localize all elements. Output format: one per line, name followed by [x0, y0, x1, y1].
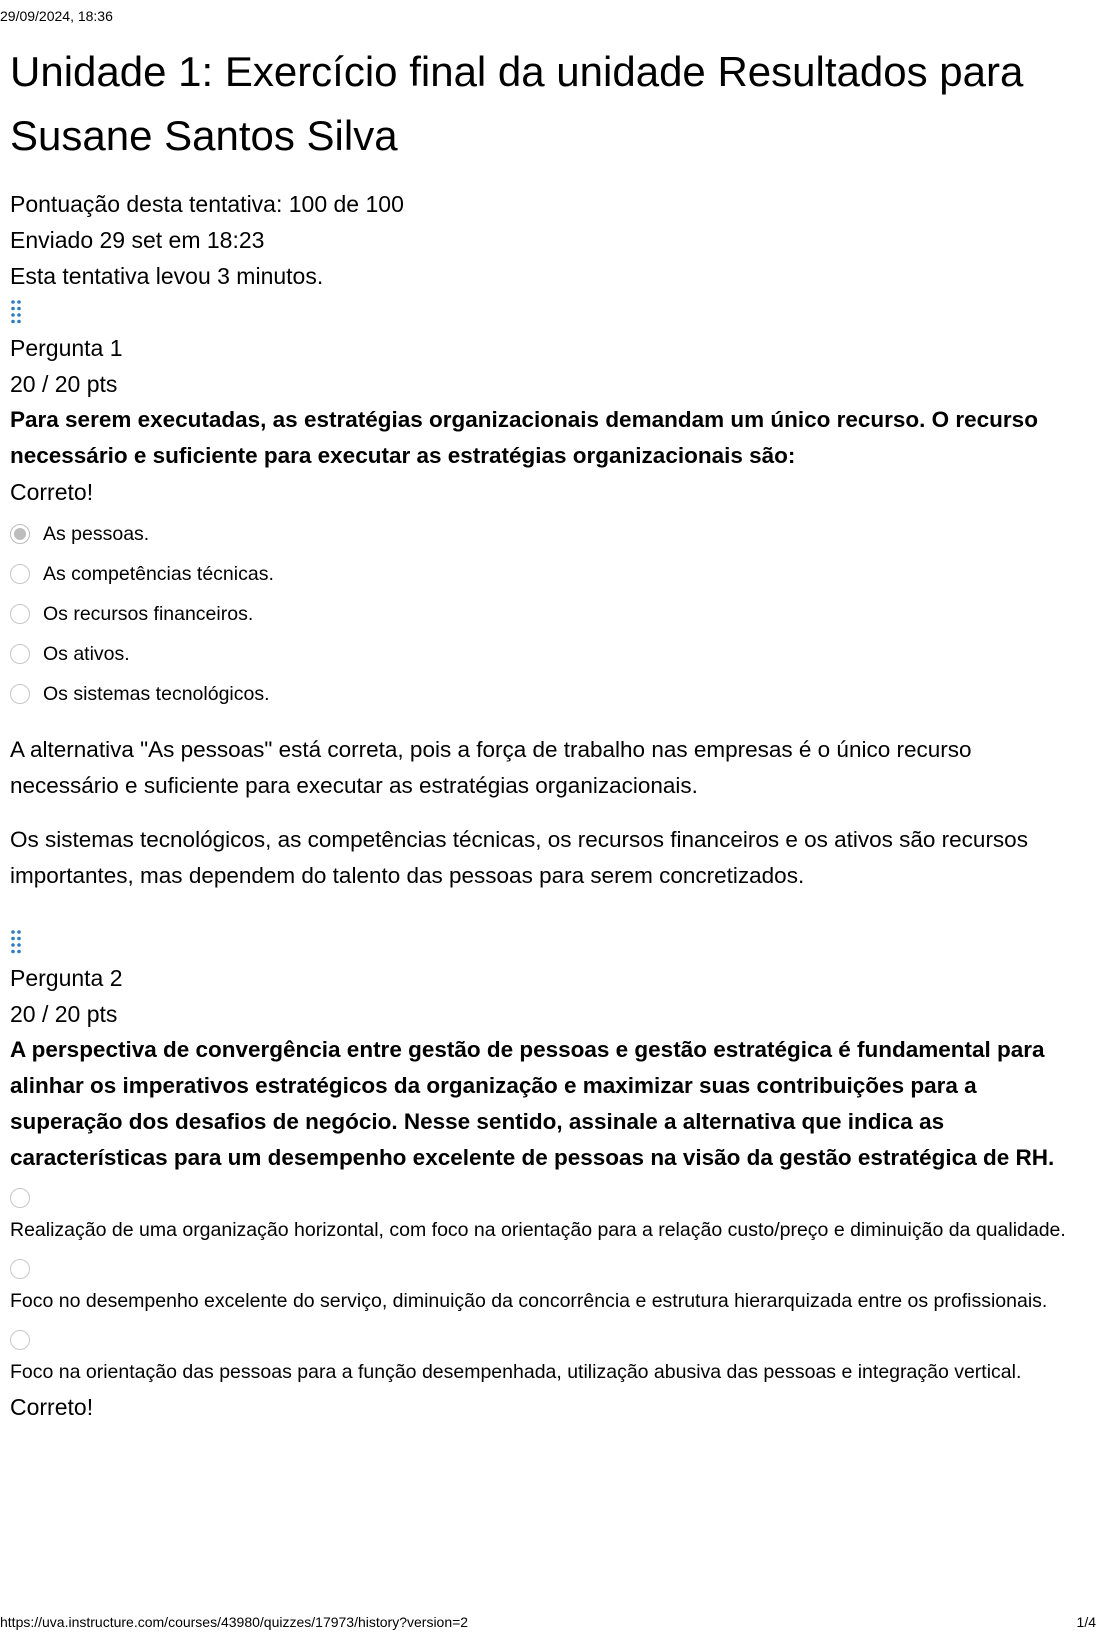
- radio-icon[interactable]: [10, 1330, 30, 1350]
- quiz-title: Unidade 1: Exercício final da unidade Resultados para Susane Santos Silva: [10, 48, 1024, 159]
- answer-option[interactable]: [10, 674, 1086, 714]
- radio-icon[interactable]: [10, 644, 30, 664]
- answer-option-label: Foco no desempenho excelente do serviço, diminuição da concorrência e estrutura hierarquizada entre os profissionais.: [10, 1290, 1048, 1312]
- answer-option-label: Os sistemas tecnológicos.: [43, 682, 270, 705]
- question-text: Para serem executadas, as estratégias organizacionais demandam um único recurso. O recurso necessário e suficiente para executar as estratégias organizacionais são:: [10, 407, 1038, 468]
- answer-option-label: Foco na orientação das pessoas para a função desempenhada, utilização abusiva das pessoas e integração vertical.: [10, 1361, 1022, 1383]
- question-label: Pergunta 1: [10, 335, 123, 361]
- answer-option[interactable]: [10, 634, 1086, 674]
- question-1: [10, 294, 1086, 894]
- answer-option-label: Os recursos financeiros.: [43, 602, 254, 625]
- correct-feedback: Correto!: [10, 479, 94, 505]
- question-text: A perspectiva de convergência entre gestão de pessoas e gestão estratégica é fundamental para alinhar os imperativos estratégicos da organização e maximizar suas contribuições para a superação dos desafios de negócio. Nesse sentido, assinale a alternativa que indica as características para um desempenho excelente de pessoas na visão da gestão estratégica de RH.: [10, 1037, 1055, 1170]
- radio-icon[interactable]: [10, 604, 30, 624]
- answer-option[interactable]: [10, 1253, 1086, 1318]
- question-points: 20 / 20 pts: [10, 1001, 118, 1027]
- duration-line: Esta tentativa levou 3 minutos.: [10, 263, 324, 289]
- print-footer-url: https://uva.instructure.com/courses/43980/quizzes/17973/history?version=2: [0, 1614, 469, 1630]
- correct-feedback: Correto!: [10, 1394, 94, 1420]
- answer-option[interactable]: [10, 1324, 1086, 1389]
- question-2: [10, 924, 1086, 1425]
- radio-icon[interactable]: [10, 684, 30, 704]
- question-points: 20 / 20 pts: [10, 371, 118, 397]
- answer-option-label: Os ativos.: [43, 642, 130, 665]
- quiz-content: [10, 40, 1086, 1425]
- answer-explanation: A alternativa "As pessoas" está correta, pois a força de trabalho nas empresas é o único recurso necessário e suficiente para executar as estratégias organizacionais.: [10, 737, 972, 798]
- answer-option[interactable]: [10, 594, 1086, 634]
- radio-selected-icon[interactable]: [10, 524, 30, 544]
- answer-option[interactable]: [10, 1182, 1086, 1247]
- score-line: Pontuação desta tentativa: 100 de 100: [10, 191, 404, 217]
- question-label: Pergunta 2: [10, 965, 123, 991]
- answer-option-label: As pessoas.: [43, 522, 150, 545]
- answer-option-label: Realização de uma organização horizontal, com foco na orientação para a relação custo/preço e diminuição da qualidade.: [10, 1219, 1066, 1241]
- answer-option[interactable]: [10, 554, 1086, 594]
- answer-option[interactable]: [10, 514, 1086, 554]
- drag-handle-icon[interactable]: [10, 294, 32, 330]
- answer-explanation: Os sistemas tecnológicos, as competências técnicas, os recursos financeiros e os ativos são recursos importantes, mas dependem do talento das pessoas para serem concretizados.: [10, 827, 1028, 888]
- drag-handle-icon[interactable]: [10, 924, 32, 960]
- radio-icon[interactable]: [10, 564, 30, 584]
- radio-icon[interactable]: [10, 1188, 30, 1208]
- radio-icon[interactable]: [10, 1259, 30, 1279]
- print-header-datetime: 29/09/2024, 18:36: [0, 8, 113, 24]
- print-footer-page-number: 1/4: [1076, 1614, 1096, 1630]
- submitted-line: Enviado 29 set em 18:23: [10, 227, 265, 253]
- answer-options: [10, 514, 1086, 714]
- answer-option-label: As competências técnicas.: [43, 562, 274, 585]
